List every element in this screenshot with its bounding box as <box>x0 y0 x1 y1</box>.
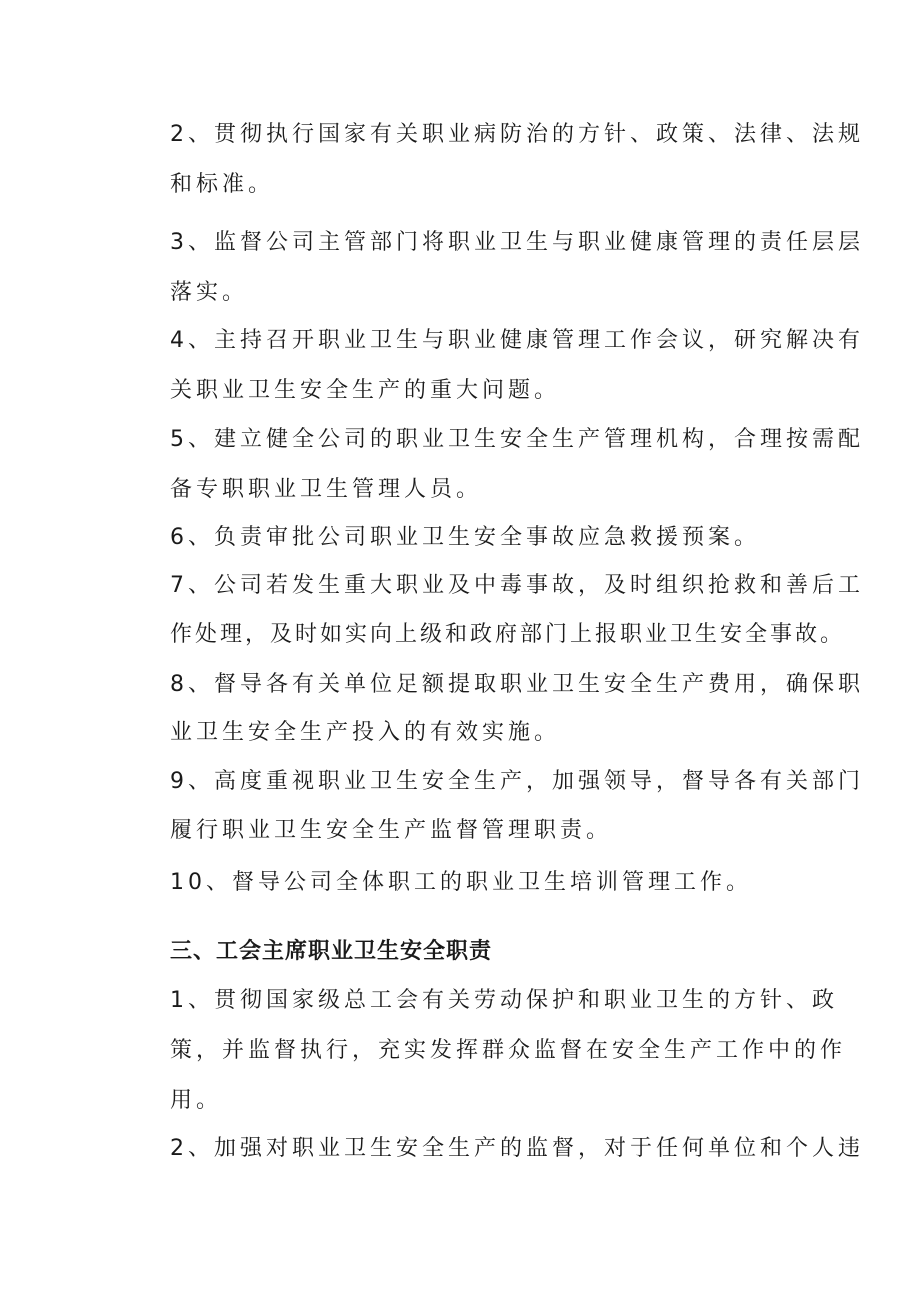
paragraph-10-line-1: 10、督导公司全体职工的职业卫生培训管理工作。 <box>170 870 752 895</box>
paragraph-3-line-2: 落实。 <box>170 280 249 305</box>
paragraph-4-line-1: 4、主持召开职业卫生与职业健康管理工作会议，研究解决有 <box>170 328 864 353</box>
paragraph-7-line-1: 7、公司若发生重大职业及中毒事故，及时组织抢救和善后工 <box>170 573 864 598</box>
paragraph-7-line-2: 作处理，及时如实向上级和政府部门上报职业卫生安全事故。 <box>170 622 846 647</box>
section-heading: 三、工会主席职业卫生安全职责 <box>170 939 493 964</box>
section-paragraph-1-line-1: 1、贯彻国家级总工会有关劳动保护和职业卫生的方针、政 <box>170 988 838 1013</box>
paragraph-2-line-2: 和标准。 <box>170 172 275 197</box>
paragraph-4-line-2: 关职业卫生安全生产的重大问题。 <box>170 378 561 403</box>
section-paragraph-1-line-3: 用。 <box>170 1088 223 1113</box>
section-paragraph-1-line-2: 策，并监督执行，充实发挥群众监督在安全生产工作中的作 <box>170 1038 847 1063</box>
paragraph-9-line-2: 履行职业卫生安全生产监督管理职责。 <box>170 818 613 843</box>
paragraph-2-line-1: 2、贯彻执行国家有关职业病防治的方针、政策、法律、法规 <box>170 122 864 147</box>
paragraph-8-line-2: 业卫生安全生产投入的有效实施。 <box>170 720 561 745</box>
paragraph-9-line-1: 9、高度重视职业卫生安全生产，加强领导，督导各有关部门 <box>170 769 864 794</box>
paragraph-3-line-1: 3、监督公司主管部门将职业卫生与职业健康管理的责任层层 <box>170 230 864 255</box>
section-paragraph-2-line-1: 2、加强对职业卫生安全生产的监督，对于任何单位和个人违 <box>170 1136 864 1161</box>
paragraph-5-line-2: 备专职职业卫生管理人员。 <box>170 477 483 502</box>
paragraph-6-line-1: 6、负责审批公司职业卫生安全事故应急救援预案。 <box>170 525 760 550</box>
paragraph-5-line-1: 5、建立健全公司的职业卫生安全生产管理机构，合理按需配 <box>170 427 864 452</box>
paragraph-8-line-1: 8、督导各有关单位足额提取职业卫生安全生产费用，确保职 <box>170 672 864 697</box>
